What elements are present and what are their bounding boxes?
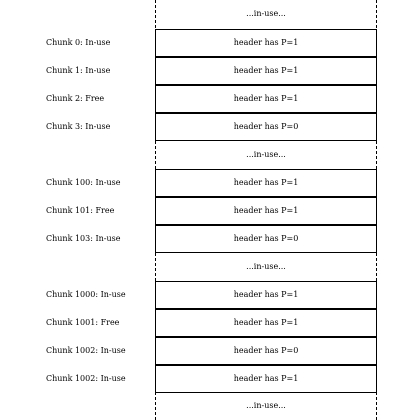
chunk-header-box xyxy=(155,225,377,253)
chunk-header-text: header has P=1 xyxy=(233,290,299,299)
chunk-header-text: header has P=0 xyxy=(233,346,299,355)
chunk-label-text: Chunk 0: In-use xyxy=(46,38,111,47)
gap-text: ...in-use... xyxy=(246,401,286,410)
chunk-header-box xyxy=(155,197,377,225)
chunk-label xyxy=(46,120,110,134)
chunk-label-text: Chunk 1000: In-use xyxy=(46,290,126,299)
chunk-label xyxy=(46,92,104,106)
chunk-header-text: header has P=1 xyxy=(233,38,299,47)
chunk-label xyxy=(46,288,126,302)
in-use-gap xyxy=(155,141,377,169)
chunk-header-box xyxy=(155,365,377,393)
chunk-label xyxy=(46,36,110,50)
chunk-header-text: header has P=1 xyxy=(233,318,299,327)
chunk-header-box xyxy=(155,57,377,85)
gap-text: ...in-use... xyxy=(246,262,286,271)
chunk-label xyxy=(46,344,126,358)
chunk-label xyxy=(46,176,120,190)
in-use-gap xyxy=(155,253,377,281)
chunk-header-box xyxy=(155,337,377,365)
chunk-label xyxy=(46,64,110,78)
chunk-header-box xyxy=(155,281,377,309)
chunk-header-text: header has P=1 xyxy=(233,374,299,383)
chunk-label xyxy=(46,316,119,330)
chunk-label-text: Chunk 100: In-use xyxy=(46,178,121,187)
chunk-label-text: Chunk 1002: In-use xyxy=(46,374,126,383)
chunk-label-text: Chunk 1001: Free xyxy=(46,318,120,327)
chunk-label-text: Chunk 101: Free xyxy=(46,206,115,215)
chunk-header-box xyxy=(155,169,377,197)
chunk-header-box xyxy=(155,29,377,57)
chunk-label-text: Chunk 1: In-use xyxy=(46,66,111,75)
chunk-header-text: header has P=1 xyxy=(233,66,299,75)
chunk-header-text: header has P=1 xyxy=(233,206,299,215)
chunk-label-text: Chunk 103: In-use xyxy=(46,234,121,243)
gap-text: ...in-use... xyxy=(246,9,286,18)
chunk-header-text: header has P=1 xyxy=(233,178,299,187)
chunk-header-box xyxy=(155,85,377,113)
chunk-header-text: header has P=1 xyxy=(233,94,299,103)
chunk-label-text: Chunk 2: Free xyxy=(46,94,105,103)
chunk-label-text: Chunk 1002: In-use xyxy=(46,346,126,355)
chunk-label xyxy=(46,372,126,386)
chunk-label xyxy=(46,204,114,218)
chunk-header-text: header has P=0 xyxy=(233,234,299,243)
chunk-header-text: header has P=0 xyxy=(233,122,299,131)
chunk-label-text: Chunk 3: In-use xyxy=(46,122,111,131)
in-use-gap xyxy=(155,0,377,28)
gap-text: ...in-use... xyxy=(246,150,286,159)
chunk-label xyxy=(46,232,120,246)
in-use-gap xyxy=(155,392,377,420)
chunk-header-box xyxy=(155,309,377,337)
chunk-header-box xyxy=(155,113,377,141)
